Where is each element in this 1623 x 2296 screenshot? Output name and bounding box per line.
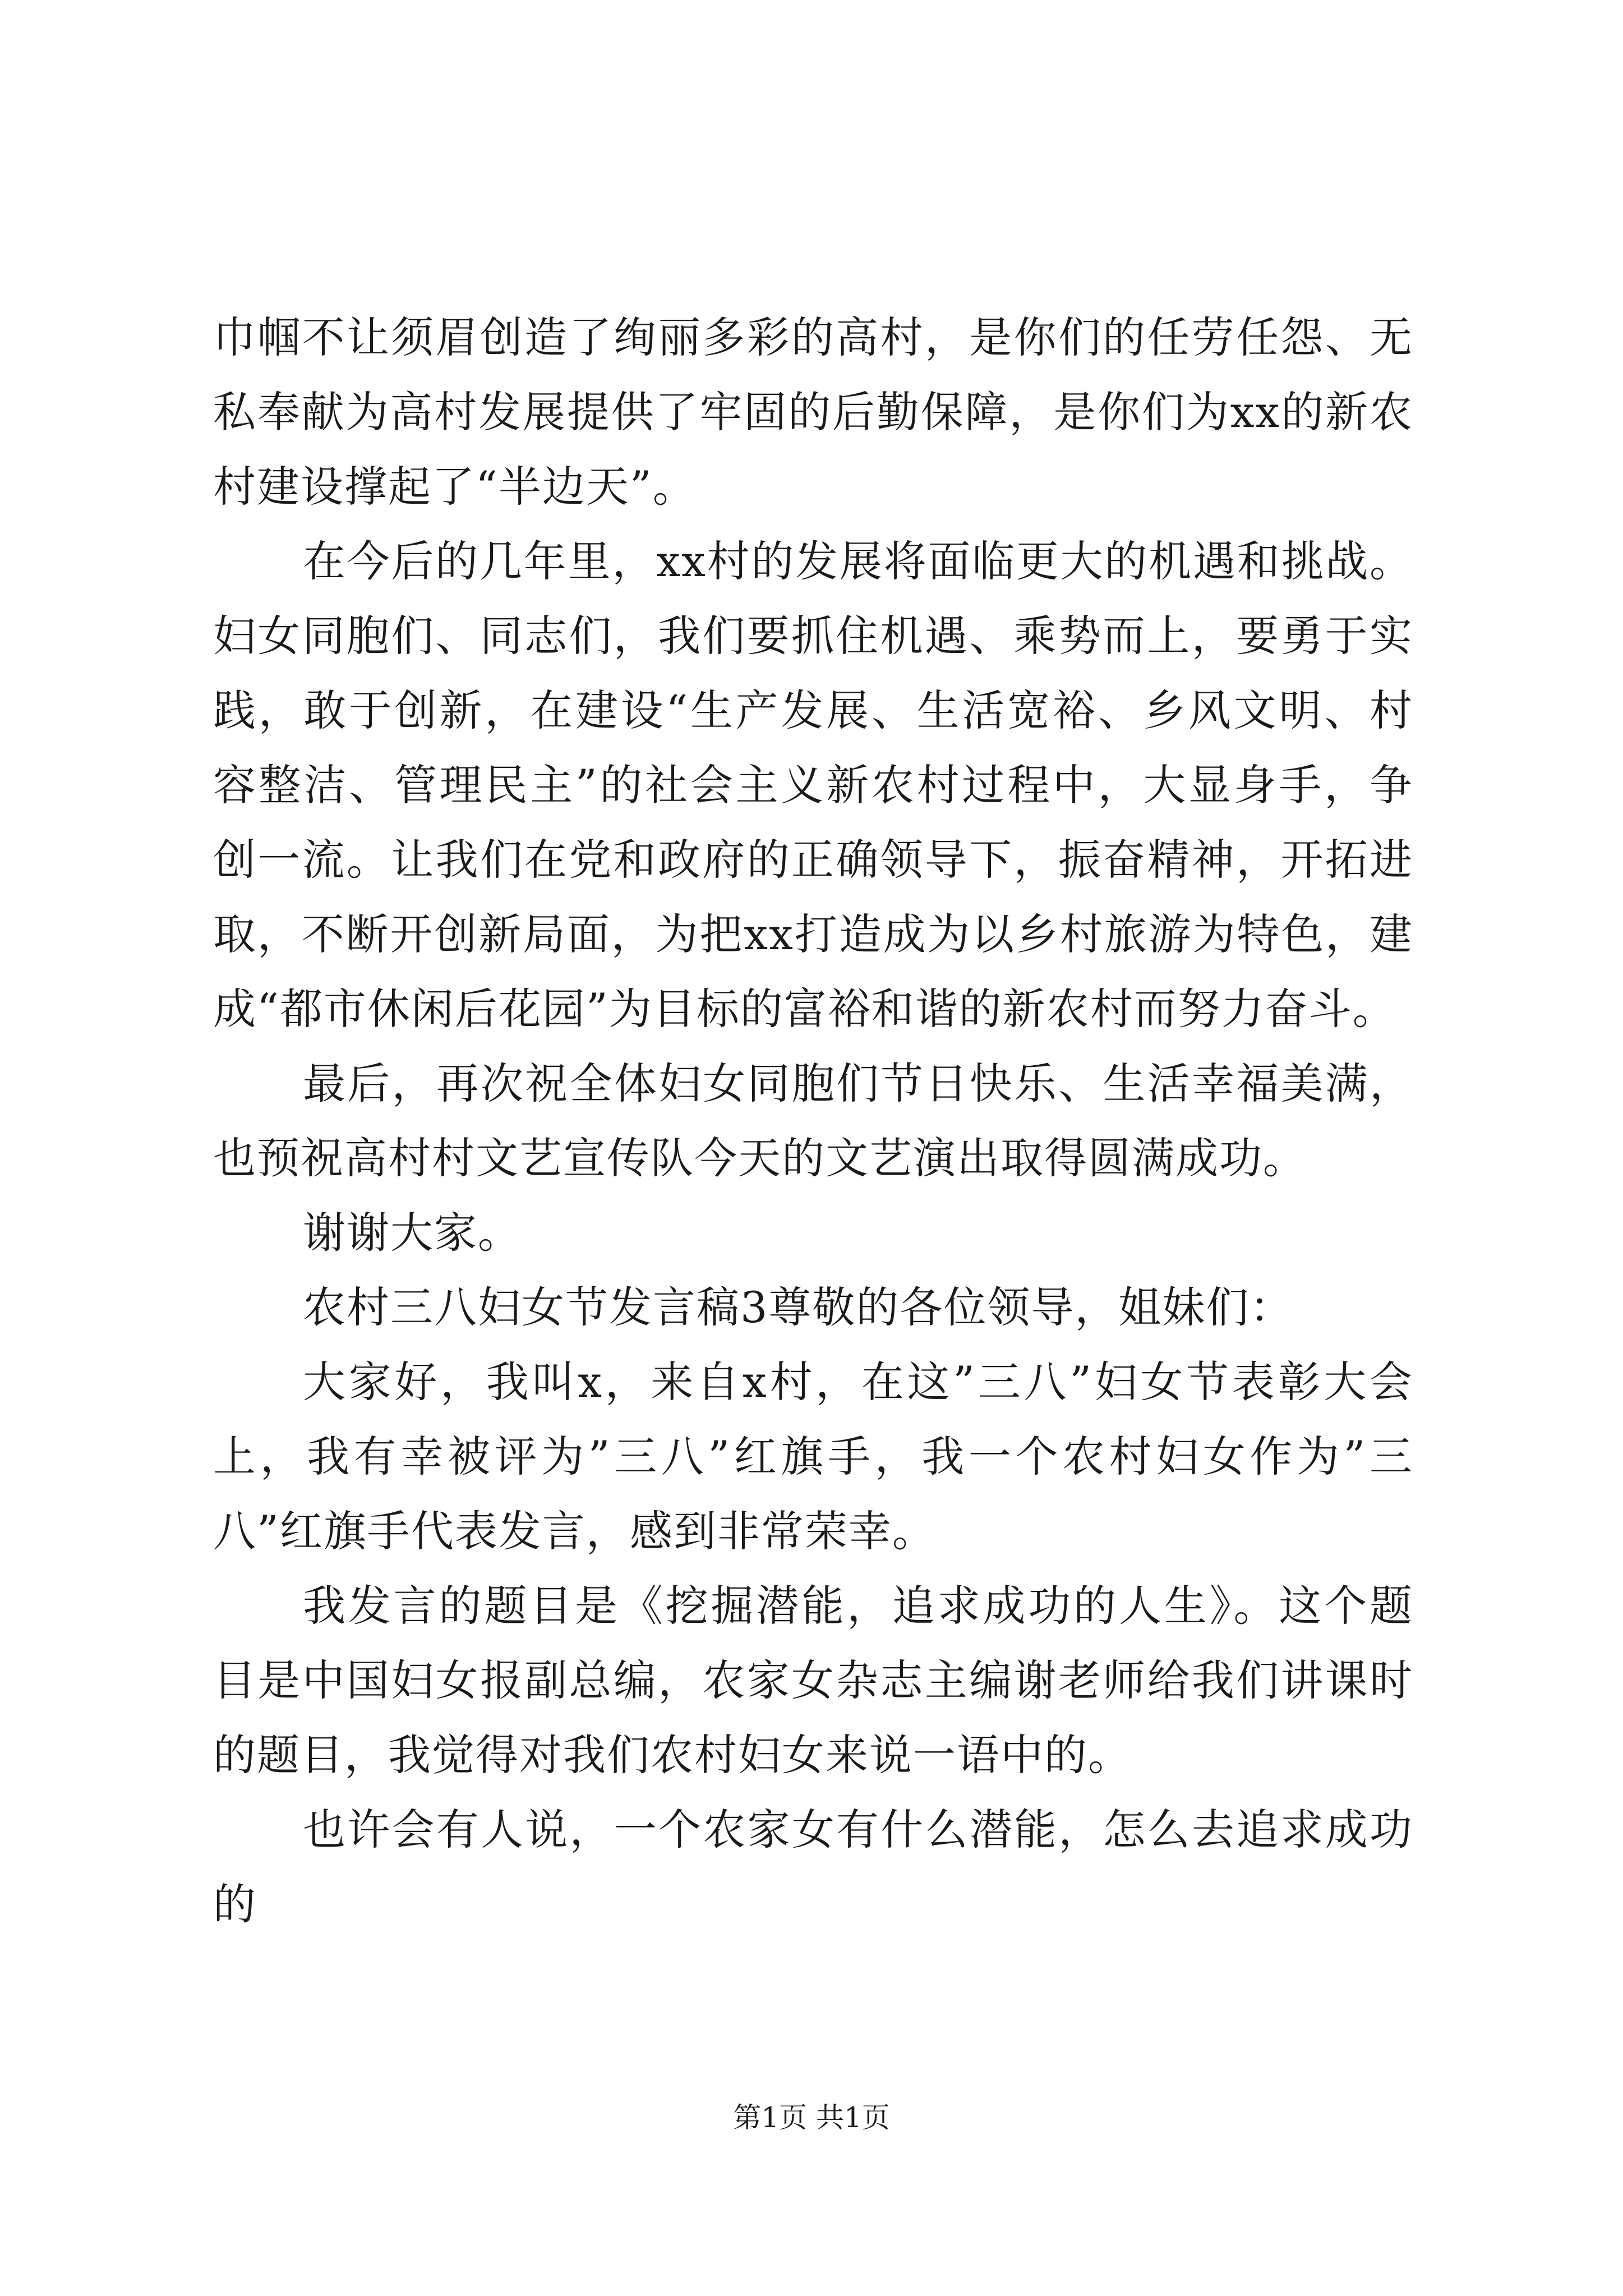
paragraph-greeting: 大家好，我叫x，来自x村，在这”三八”妇女节表彰大会上，我有幸被评为”三八”红旗手，我一个农村妇女作为”三八”红旗手代表发言，感到非常荣幸。 [213,1357,1413,1556]
paragraph-closing-wishes: 最后，再次祝全体妇女同胞们节日快乐、生活幸福美满，也预祝高村村文艺宣传队今天的文艺演出取得圆满成功。 [213,1059,1413,1183]
page-footer: 第1页 共1页 [733,2101,890,2134]
paragraph-speech-topic: 我发言的题目是《挖掘潜能，追求成功的人生》。这个题目是中国妇女报副总编，农家女杂志主编谢老师给我们讲课时的题目，我觉得对我们农村妇女来说一语中的。 [213,1581,1413,1780]
paragraph-continuation: 巾帼不让须眉创造了绚丽多彩的高村，是你们的任劳任怨、无私奉献为高村发展提供了牢固的后勤保障，是你们为xx的新农村建设撑起了“半边天”。 [213,312,1413,512]
paragraph-future-development: 在今后的几年里，xx村的发展将面临更大的机遇和挑战。妇女同胞们、同志们，我们要抓住机遇、乘势而上，要勇于实践，敢于创新，在建设“生产发展、生活宽裕、乡风文明、村容整洁、管理民主”的社会主义新农村过程中，大显身手，争创一流。让我们在党和政府的正确领导下，振奋精神，开拓进取，不断开创新局面，为把xx打造成为以乡村旅游为特色，建成“都市休闲后花园”为目标的富裕和谐的新农村而努力奋斗。 [213,536,1413,1034]
document-body [213,300,1413,1941]
paragraph-potential: 也许会有人说，一个农家女有什么潜能，怎么去追求成功的 [213,1805,1413,1929]
paragraph-speech-3-title: 农村三八妇女节发言稿3尊敬的各位领导，姐妹们： [303,1282,1294,1332]
paragraph-thanks: 谢谢大家。 [303,1208,522,1258]
